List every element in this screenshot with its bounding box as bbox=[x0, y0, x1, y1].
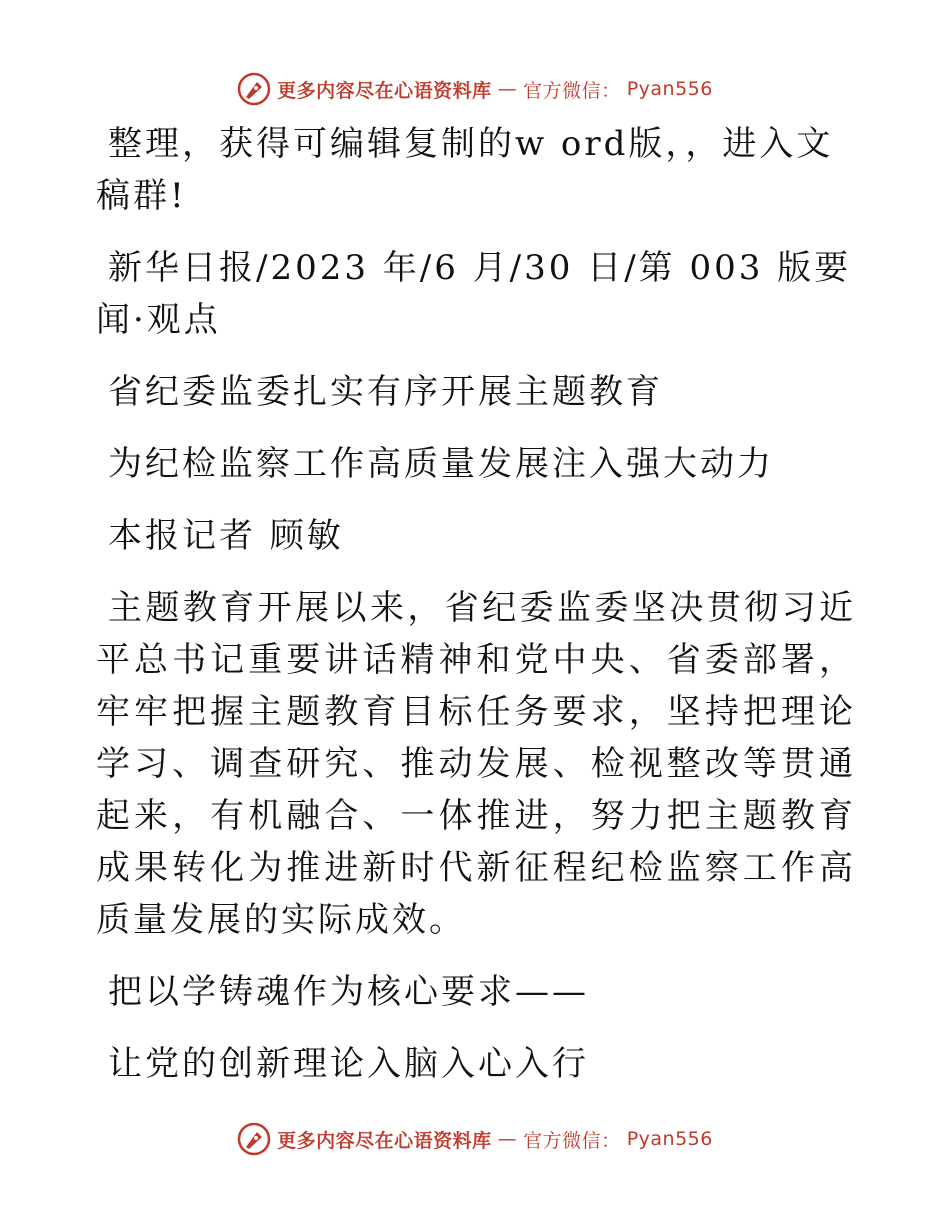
watermark-wechat-id: Pyan556 bbox=[626, 78, 713, 100]
subheading-1: 把以学铸魂作为核心要求—— bbox=[108, 972, 589, 1012]
watermark-brand: 更多内容尽在心语资料库 bbox=[277, 79, 492, 102]
pen-nib-logo-icon bbox=[237, 1122, 271, 1156]
watermark-label: 官方微信： bbox=[523, 1129, 621, 1152]
watermark-label: 官方微信： bbox=[523, 79, 621, 102]
footer-watermark bbox=[0, 1122, 950, 1156]
headline-1: 省纪委监委扎实有序开展主题教育 bbox=[108, 372, 663, 412]
source-line: 新华日报/2023 年/6 月/30 日/第 003 版要闻·观点 bbox=[96, 248, 852, 340]
intro-text: 整理，获得可编辑复制的w ord版，，进入文稿群! bbox=[96, 124, 834, 216]
watermark-wechat-id: Pyan556 bbox=[626, 1128, 713, 1150]
document-body bbox=[96, 118, 856, 1110]
watermark-separator: — bbox=[497, 78, 518, 100]
byline: 本报记者 顾敏 bbox=[108, 516, 344, 556]
subheading-2: 让党的创新理论入脑入心入行 bbox=[108, 1044, 589, 1084]
watermark-separator: — bbox=[497, 1128, 518, 1150]
watermark-brand: 更多内容尽在心语资料库 bbox=[277, 1129, 492, 1152]
pen-nib-logo-icon bbox=[237, 72, 271, 106]
paragraph-1: 主题教育开展以来，省纪委监委坚决贯彻习近平总书记重要讲话精神和党中央、省委部署，牢牢把握主题教育目标任务要求，坚持把理论学习、调查研究、推动发展、检视整改等贯通起来，有机融合、一体推进，努力把主题教育成果转化为推进新时代新征程纪检监察工作高质量发展的实际成效。 bbox=[96, 588, 856, 940]
headline-2: 为纪检监察工作高质量发展注入强大动力 bbox=[108, 444, 774, 484]
header-watermark bbox=[0, 72, 950, 106]
